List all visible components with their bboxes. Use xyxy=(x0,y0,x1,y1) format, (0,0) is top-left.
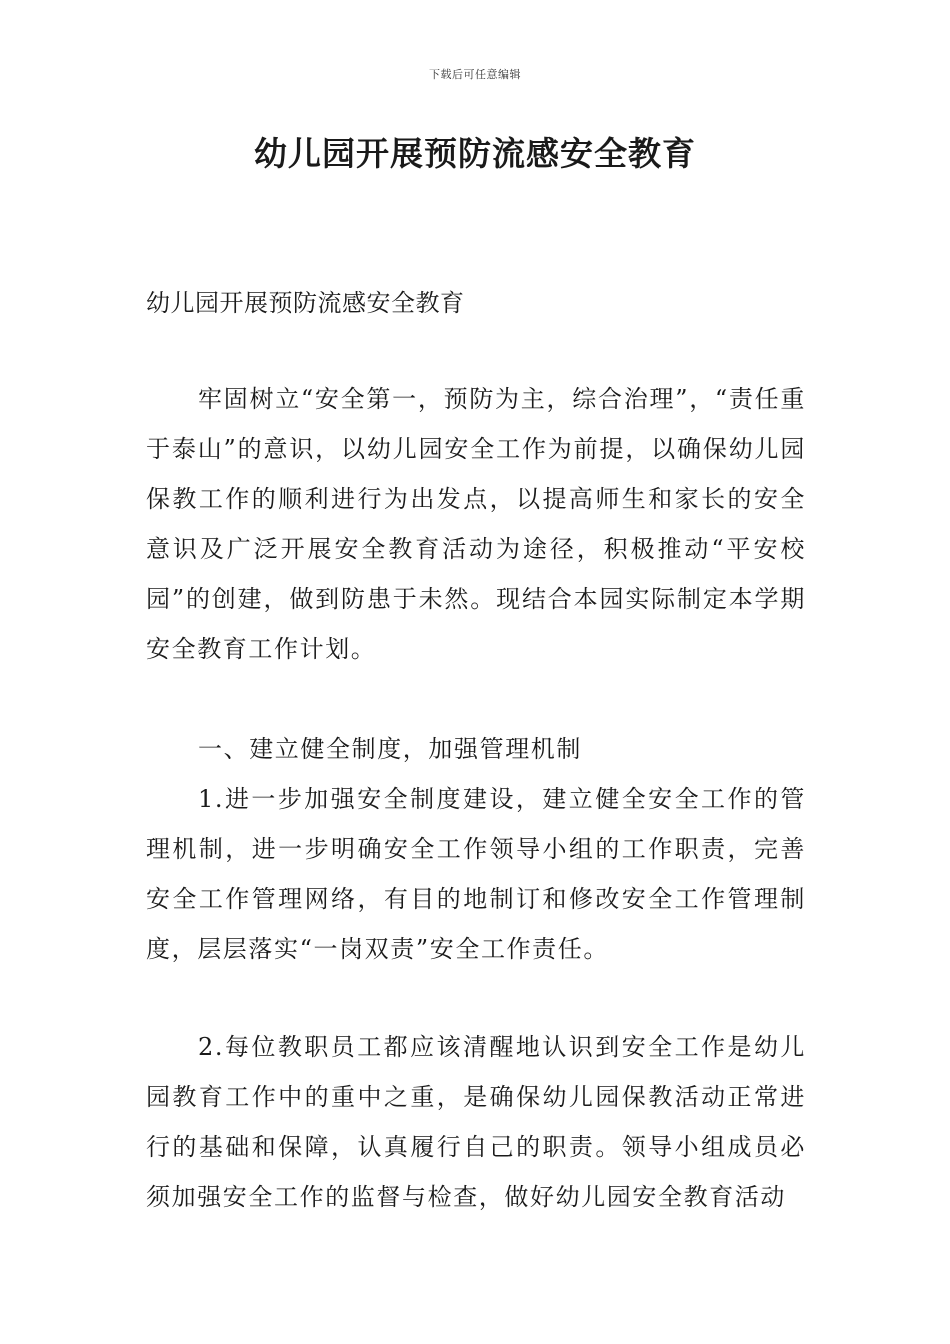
document-subtitle: 幼儿园开展预防流感安全教育 xyxy=(146,289,465,317)
list-item-2: 2.每位教职员工都应该清醒地认识到安全工作是幼儿园教育工作中的重中之重，是确保幼儿园保教活动正常进行的基础和保障，认真履行自己的职责。领导小组成员必须加强安全工作的监督与检查，做好幼儿园安全教育活动 xyxy=(146,1033,806,1211)
header-note: 下载后可任意编辑 xyxy=(429,68,521,81)
page-title: 幼儿园开展预防流感安全教育 xyxy=(254,134,696,173)
list-item-1: 1.进一步加强安全制度建设，建立健全安全工作的管理机制，进一步明确安全工作领导小组的工作职责，完善安全工作管理网络，有目的地制订和修改安全工作管理制度，层层落实“一岗双责”安全工作责任。 xyxy=(146,785,806,963)
intro-paragraph: 牢固树立“安全第一，预防为主，综合治理”，“责任重于泰山”的意识，以幼儿园安全工作为前提，以确保幼儿园保教工作的顺利进行为出发点，以提高师生和家长的安全意识及广泛开展安全教育活动为途径，积极推动“平安校园”的创建，做到防患于未然。现结合本园实际制定本学期安全教育工作计划。 xyxy=(146,385,806,663)
section-heading-1: 一、建立健全制度，加强管理机制 xyxy=(198,735,582,763)
